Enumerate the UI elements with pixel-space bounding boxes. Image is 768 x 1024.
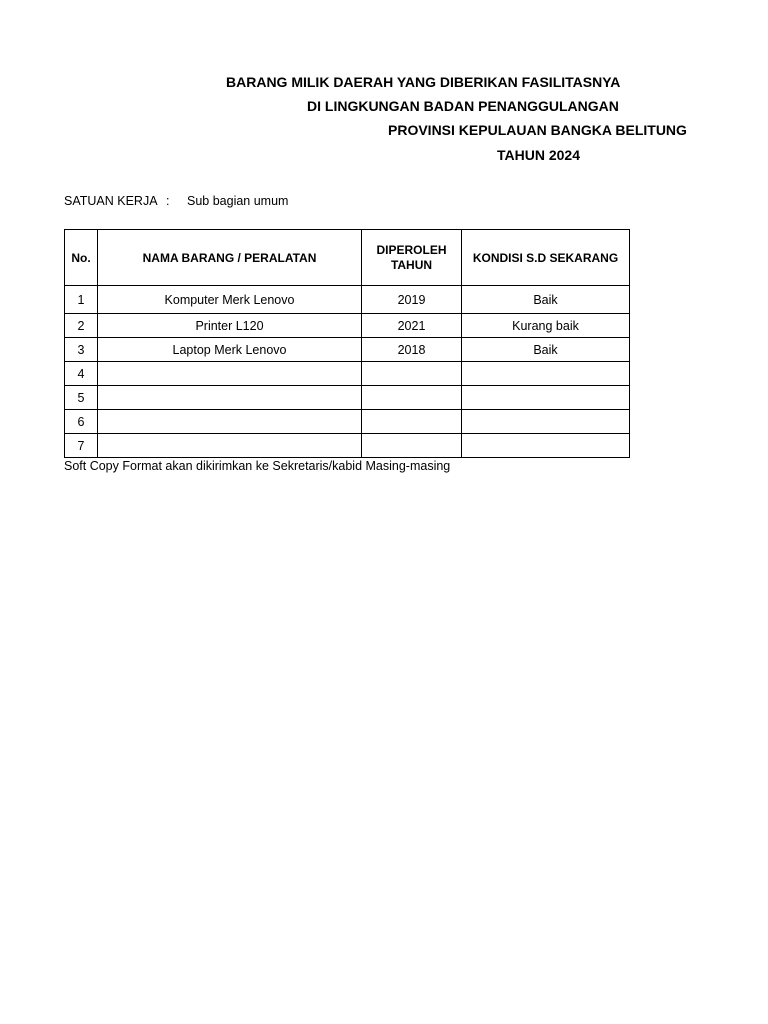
col-header-name: NAMA BARANG / PERALATAN [98,230,362,286]
cell-no: 2 [65,314,98,338]
cell-year: 2018 [362,338,462,362]
cell-year: 2021 [362,314,462,338]
cell-condition [462,362,630,386]
work-unit-label: SATUAN KERJA [64,194,158,208]
cell-year [362,410,462,434]
cell-name: Laptop Merk Lenovo [98,338,362,362]
table-row [65,338,630,362]
cell-name [98,362,362,386]
cell-name [98,410,362,434]
cell-year: 2019 [362,286,462,314]
cell-no: 7 [65,434,98,458]
cell-no: 4 [65,362,98,386]
cell-name [98,434,362,458]
cell-no: 5 [65,386,98,410]
cell-year [362,434,462,458]
work-unit-value: Sub bagian umum [187,194,289,208]
cell-condition: Baik [462,338,630,362]
cell-name: Komputer Merk Lenovo [98,286,362,314]
cell-name [98,386,362,410]
table-row [65,362,630,386]
table-row [65,314,630,338]
title-line-4: TAHUN 2024 [497,147,580,163]
table-row [65,286,630,314]
table-row [65,386,630,410]
table-row [65,434,630,458]
cell-condition [462,410,630,434]
table-row [65,410,630,434]
footnote: Soft Copy Format akan dikirimkan ke Sekretaris/kabid Masing-masing [64,459,451,473]
cell-year [362,386,462,410]
cell-year [362,362,462,386]
cell-name: Printer L120 [98,314,362,338]
cell-condition [462,434,630,458]
cell-condition: Kurang baik [462,314,630,338]
cell-condition [462,386,630,410]
col-header-no: No. [65,230,98,286]
inventory-table [64,229,630,458]
title-line-1: BARANG MILIK DAERAH YANG DIBERIKAN FASILITASNYA [226,74,621,90]
table-header-row [65,230,630,286]
col-header-year [362,230,462,286]
col-header-year-text: DIPEROLEH TAHUN [376,242,447,272]
title-line-2: DI LINGKUNGAN BADAN PENANGGULANGAN [307,98,619,114]
cell-no: 3 [65,338,98,362]
col-header-condition: KONDISI S.D SEKARANG [462,230,630,286]
cell-condition: Baik [462,286,630,314]
cell-no: 6 [65,410,98,434]
cell-no: 1 [65,286,98,314]
work-unit-colon: : [166,194,170,208]
title-line-3: PROVINSI KEPULAUAN BANGKA BELITUNG [388,122,687,138]
document-title [0,0,687,180]
